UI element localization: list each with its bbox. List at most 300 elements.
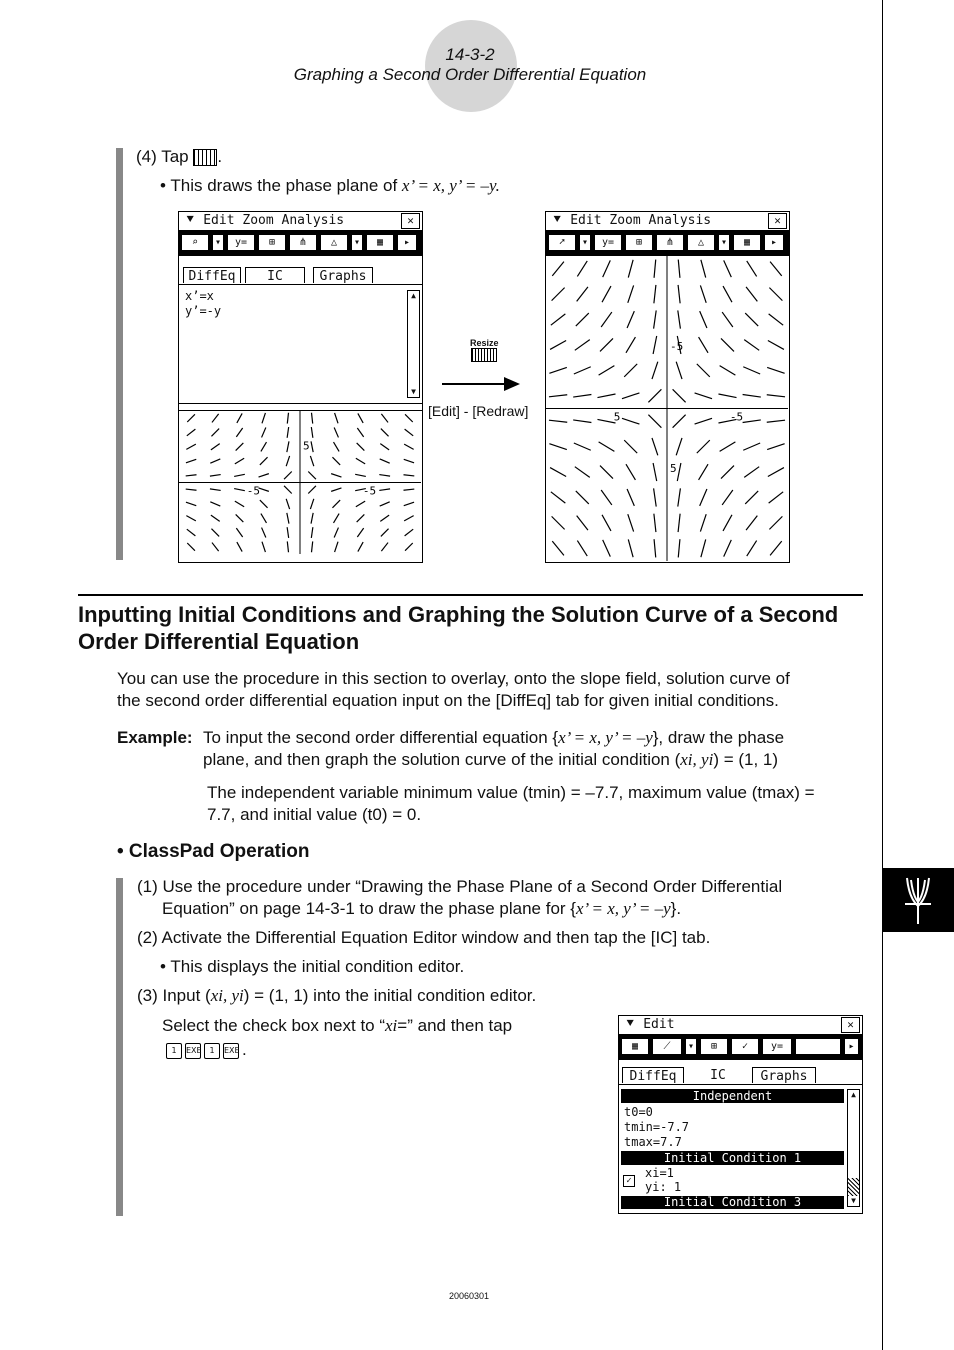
slope-segment: [628, 539, 633, 557]
slope-segment: [648, 415, 661, 428]
menu-zoom[interactable]: Zoom: [242, 213, 274, 228]
slope-segment: [380, 444, 389, 450]
slope-segment: [262, 542, 265, 552]
toolbar: [179, 231, 422, 256]
slope-segment: [627, 311, 634, 328]
slope-segment: [652, 438, 658, 455]
slope-segment: [259, 474, 269, 477]
yx-icon-3[interactable]: y=: [762, 1038, 792, 1055]
slope-segment: [654, 539, 656, 557]
tab-row-3: [619, 1066, 862, 1085]
slope-segment: [576, 491, 589, 504]
slope-segment: [678, 488, 681, 506]
slope-segment: [236, 443, 244, 451]
slope-segment: [262, 413, 265, 423]
slope-segment: [653, 336, 657, 354]
resize-icon[interactable]: ⊞: [258, 234, 286, 251]
slope-segment: [678, 514, 680, 532]
slope-segment: [211, 429, 219, 437]
example-line1-a: To input the second order differential equation {: [203, 728, 559, 747]
slope-segment: [701, 260, 706, 278]
close-icon[interactable]: ✕: [401, 213, 420, 229]
slope-segment: [262, 528, 266, 538]
slope-segment: [260, 457, 268, 465]
slope-segment: [574, 443, 591, 450]
cp-step3-sub-b: =” and then tap: [397, 1016, 513, 1035]
slope-segment: [627, 489, 634, 506]
slope-segment: [405, 543, 413, 551]
slope-segment: [743, 443, 760, 450]
slope-segment: [721, 466, 734, 479]
slope-segment: [744, 467, 759, 478]
close-icon-2[interactable]: ✕: [768, 213, 787, 229]
slope-segment: [210, 459, 220, 463]
step4-label: (4) Tap: [136, 147, 189, 166]
slope-segment: [236, 528, 242, 537]
scroll-right-icon-2[interactable]: ▸: [764, 234, 784, 251]
example-line1: [203, 727, 784, 749]
slope-segment: [767, 367, 784, 373]
slope-segment: [628, 260, 633, 278]
slope-segment: [722, 312, 733, 327]
menu-analysis[interactable]: Analysis: [281, 213, 345, 228]
slope-segment: [577, 287, 588, 302]
yx-icon[interactable]: y=: [227, 234, 255, 251]
key-1[interactable]: 1: [166, 1043, 182, 1059]
slope-segment: [678, 539, 680, 557]
pointer-tool-icon[interactable]: ⌕: [181, 234, 209, 251]
equation-list: [185, 289, 221, 319]
slope-segment: [186, 459, 196, 462]
slope-segment: [700, 489, 707, 506]
slope-segment: [552, 262, 564, 276]
slope-segment: [743, 367, 760, 374]
slope-segment: [654, 310, 657, 328]
slope-segment: [186, 502, 196, 505]
phase-icon[interactable]: △: [320, 234, 348, 251]
slope-segment: [551, 314, 566, 325]
slope-segment: [381, 543, 388, 552]
resize-icon-small: [471, 348, 497, 362]
slope-segment: [626, 337, 635, 353]
slope-segment: [603, 540, 611, 557]
slope-segment: [187, 429, 196, 436]
slope-segment: [404, 502, 414, 505]
scrollbar[interactable]: ▲ ▼: [407, 290, 420, 398]
slope-segment: [404, 459, 414, 462]
slope-segment: [770, 262, 782, 276]
slope-segment: [769, 516, 782, 529]
slope-segment: [744, 340, 759, 351]
slope-segment: [673, 415, 686, 428]
slope-segment: [654, 488, 657, 506]
slope-segment: [654, 285, 656, 303]
grid-icon[interactable]: ▦: [366, 234, 394, 251]
slope-segment: [743, 394, 761, 397]
slope-segment: [381, 429, 389, 437]
slope-segment: [210, 475, 221, 477]
key-exe[interactable]: EXE: [185, 1043, 201, 1059]
slope-segment: [549, 367, 566, 373]
slope-segment: [628, 285, 634, 302]
example-line1-b: }, draw the phase: [652, 728, 785, 747]
slope-segment: [746, 287, 757, 302]
ic-list: [619, 1085, 862, 1209]
slope-segment: [673, 389, 686, 402]
slope-segment: [211, 444, 220, 450]
example-line2: [203, 749, 778, 771]
equation-y[interactable]: y’=-y: [185, 304, 222, 318]
pointer-icon[interactable]: ➚: [548, 234, 576, 251]
slope-segment: [767, 420, 785, 422]
slope-segment: [287, 413, 288, 424]
slope-segment: [701, 539, 706, 557]
slope-segment: [332, 457, 340, 465]
yx-icon-2[interactable]: y=: [594, 234, 622, 251]
slope-segment: [187, 529, 196, 536]
slope-segment: [769, 492, 784, 503]
slope-segment: [722, 490, 733, 505]
menu-bar-2: [546, 212, 789, 231]
axis-tick-label: -5: [670, 340, 684, 354]
grid-icon-2[interactable]: ▦: [733, 234, 761, 251]
slope-segment: [186, 489, 197, 490]
slope-segment: [721, 338, 734, 351]
slope-segment: [308, 486, 316, 494]
slope-segment: [403, 475, 414, 476]
slope-segment: [724, 540, 732, 557]
step4-bullet-math: x’ = x, y’ = –y.: [401, 176, 500, 195]
menu-icon-2[interactable]: ⯆: [552, 213, 563, 228]
slope-segment: [577, 261, 587, 277]
slope-segment: [699, 337, 708, 353]
slope-segment: [746, 516, 757, 531]
tab-diffeq-3[interactable]: DiffEq: [622, 1067, 684, 1083]
dropdown-icon-4[interactable]: ▾: [718, 234, 730, 251]
slope-segment: [575, 340, 590, 351]
slope-segment: [186, 516, 196, 521]
page-number: 14-3-2: [445, 45, 495, 64]
graph-icon[interactable]: [193, 149, 217, 166]
menu-icon-3[interactable]: ⯆: [625, 1017, 636, 1032]
slope-segment: [210, 489, 221, 491]
axis-tick-label: -5: [729, 410, 744, 424]
axis-tick-label: -5: [362, 484, 377, 498]
cp-step1-line1: (1) Use the procedure under “Drawing the Phase Plane of a Second Order Differential: [137, 877, 783, 896]
dropdown-icon-2[interactable]: ▾: [351, 234, 363, 251]
chapter-icon: [883, 868, 954, 932]
slope-segment: [622, 393, 639, 399]
slope-segment: [308, 472, 316, 480]
slope-segment: [676, 362, 682, 379]
slope-segment: [381, 414, 388, 423]
resize-icon-3[interactable]: ⊞: [700, 1038, 728, 1055]
slope-segment: [628, 514, 634, 531]
slope-segment: [235, 458, 244, 464]
slope-segment: [603, 260, 611, 277]
slope-segment: [334, 442, 340, 451]
resize-icon-2[interactable]: ⊞: [625, 234, 653, 251]
cp-step3-sub-a: Select the check box next to “: [162, 1016, 386, 1035]
slope-segment: [311, 441, 313, 452]
slope-field-large: [546, 256, 788, 561]
section-independent: Independent: [621, 1089, 844, 1103]
cp-step1-line2-b: }.: [670, 899, 682, 918]
slope-segment: [259, 488, 269, 491]
scroll-right-icon[interactable]: ▸: [397, 234, 417, 251]
intro-line1: You can use the procedure in this section to overlay, onto the slope field, solution curve of: [117, 669, 790, 688]
slope-segment: [310, 499, 313, 509]
slope-segment: [622, 418, 639, 424]
slope-segment: [550, 340, 566, 349]
slope-segment: [601, 312, 612, 327]
screen-phase-full: [545, 211, 790, 563]
cp-step2: (2) Activate the Differential Equation Editor window and then tap the [IC] tab.: [137, 928, 711, 947]
section-ic1: Initial Condition 1: [621, 1151, 844, 1165]
page-header-title: Graphing a Second Order Differential Equation: [293, 65, 647, 84]
cp-step3-sub-math: xi: [385, 1016, 398, 1035]
tab-diffeq[interactable]: DiffEq: [183, 267, 241, 283]
slope-segment: [331, 474, 341, 477]
slope-segment: [358, 542, 363, 552]
tab-graphs-3[interactable]: Graphs: [752, 1067, 816, 1083]
checkbox-xi[interactable]: ✓: [623, 1175, 635, 1187]
slope-segment: [335, 413, 338, 423]
section-heading-line1: Inputting Initial Conditions and Graphing the Solution Curve of a Second: [78, 602, 839, 627]
slope-segment: [720, 442, 736, 451]
menu-edit-2[interactable]: Edit: [570, 213, 602, 228]
step4-text: (4) Tap .: [136, 147, 223, 166]
slope-segment: [380, 459, 390, 463]
slope-segment: [358, 413, 363, 423]
slope-segment: [678, 260, 680, 278]
slope-segment: [186, 475, 197, 476]
step-bar: [116, 148, 123, 560]
scroll-right-icon-3[interactable]: ▸: [844, 1038, 859, 1055]
menu-edit-3[interactable]: Edit: [643, 1017, 675, 1032]
slope-segment: [723, 286, 732, 302]
slope-segment: [212, 543, 219, 552]
tmin-value[interactable]: tmin=-7.7: [624, 1120, 690, 1134]
slope-segment: [723, 515, 732, 531]
input-box[interactable]: [795, 1038, 841, 1055]
slope-segment: [573, 394, 591, 397]
slope-segment: [211, 515, 220, 521]
check-tool-icon[interactable]: ✓: [731, 1038, 759, 1055]
classpad-bar: [116, 878, 123, 1216]
slope-segment: [357, 443, 365, 451]
slope-segment: [552, 541, 564, 555]
slope-segment: [287, 527, 289, 538]
menu-icon[interactable]: ⯆: [185, 213, 196, 228]
cp-step3: [137, 985, 536, 1007]
slope-segment: [286, 456, 289, 466]
phase-icon-2[interactable]: △: [687, 234, 715, 251]
yi-value[interactable]: yi: 1: [645, 1180, 682, 1194]
dropdown-icon-5[interactable]: ▾: [685, 1038, 697, 1055]
resize-label: Resize: [470, 338, 499, 348]
slope-segment: [695, 418, 712, 424]
toolbar-3: [619, 1035, 862, 1060]
slope-segment: [745, 313, 758, 326]
slope-segment: [602, 286, 611, 302]
slope-segment: [311, 513, 313, 524]
example-label: Example:: [117, 728, 193, 747]
equation-x[interactable]: x’=x: [185, 289, 214, 303]
slope-segment: [235, 501, 244, 507]
slope-segment: [697, 364, 710, 377]
slope-segment: [700, 514, 706, 531]
slope-segment: [261, 442, 267, 451]
slope-segment: [379, 489, 390, 491]
scrollbar-3[interactable]: ▲ ▼: [847, 1089, 860, 1207]
example-line4: 7.7, and initial value (t0) = 0.: [207, 805, 422, 824]
slope-segment: [381, 529, 389, 537]
menu-analysis-2[interactable]: Analysis: [648, 213, 712, 228]
dropdown-icon[interactable]: ▾: [212, 234, 224, 251]
slope-segment: [187, 414, 195, 422]
redraw-caption: [Edit] - [Redraw]: [428, 403, 529, 419]
key-1-b[interactable]: 1: [204, 1043, 220, 1059]
slope-segment: [575, 467, 590, 478]
slope-segment: [770, 541, 782, 555]
slope-segment: [747, 261, 757, 277]
slope-segment: [552, 516, 565, 529]
slope-segment: [284, 486, 292, 494]
axis-tick-label: 5: [613, 410, 621, 424]
slope-segment: [404, 444, 414, 449]
xi-value[interactable]: xi=1: [645, 1166, 674, 1180]
arrow-icon: [440, 376, 522, 392]
slope-icon[interactable]: ⋔: [289, 234, 317, 251]
slope-segment: [626, 464, 635, 480]
slope-segment: [648, 389, 661, 402]
intro-line2: the second order differential equation input on the [DiffEq] tab for given initial conditions.: [117, 691, 779, 710]
cp-step1-line2-math: x’ = x, y’ = –y: [575, 899, 671, 918]
slope-segment: [262, 427, 266, 437]
menu-bar-3: [619, 1016, 862, 1035]
slope-segment: [767, 444, 784, 450]
slope-segment: [236, 514, 244, 522]
cp-step1-line2-a: Equation” on page 14-3-1 to draw the phase plane for {: [162, 899, 576, 918]
slope-segment: [550, 468, 566, 477]
classpad-heading: • ClassPad Operation: [117, 841, 310, 862]
slope-segment: [234, 489, 245, 491]
section-ic3: Initial Condition 3: [621, 1196, 844, 1209]
slope-segment: [311, 413, 312, 424]
slope-segment: [654, 260, 656, 278]
slope-segment: [769, 288, 782, 301]
slope-segment: [334, 528, 338, 538]
slope-segment: [187, 543, 195, 551]
key-exe-b[interactable]: EXE: [223, 1043, 239, 1059]
cp-step3-a: (3) Input (: [137, 986, 211, 1005]
editor-area: [179, 285, 422, 404]
slope-segment: [718, 394, 736, 398]
slope-segment: [380, 515, 389, 521]
slope-segment: [653, 463, 657, 481]
menu-zoom-2[interactable]: Zoom: [609, 213, 641, 228]
slope-segment: [602, 515, 611, 531]
toolbar-2: [546, 231, 789, 256]
slope-segment: [210, 502, 220, 506]
slope-segment: [357, 428, 363, 437]
slope-segment: [599, 366, 615, 375]
slope-segment: [678, 310, 681, 328]
slope-segment: [700, 285, 706, 302]
dropdown-icon-3[interactable]: ▾: [579, 234, 591, 251]
cp-step3-b: ) = (1, 1) into the initial condition editor.: [243, 986, 537, 1005]
example-line1-math: x’ = x, y’ = –y: [558, 728, 653, 747]
close-icon-3[interactable]: ✕: [841, 1017, 860, 1033]
chapter-tab: [883, 868, 954, 932]
slope-segment: [573, 420, 591, 423]
slope-segment: [405, 414, 413, 422]
slope-segment: [287, 441, 289, 452]
slope-segment: [624, 364, 637, 377]
slope-segment: [284, 472, 292, 480]
slope-segment: [549, 444, 566, 450]
slope-segment: [654, 514, 656, 532]
slope-segment: [403, 489, 414, 490]
slope-field-small: [179, 411, 421, 554]
line-tool-icon[interactable]: ⟋: [652, 1038, 682, 1055]
slope-segment: [287, 513, 289, 524]
menu-edit[interactable]: Edit: [203, 213, 235, 228]
slope-segment: [600, 338, 613, 351]
slope-segment: [287, 541, 288, 552]
slope-segment: [747, 541, 757, 557]
slope-segment: [769, 314, 784, 325]
cp-step1-line2: [162, 898, 681, 920]
slope-segment: [597, 394, 615, 398]
graph-tool-icon[interactable]: ▦: [621, 1038, 649, 1055]
tab-ic[interactable]: IC: [245, 267, 305, 283]
tmax-value[interactable]: tmax=7.7: [624, 1135, 682, 1149]
section-heading-line2: Order Differential Equation: [78, 629, 360, 654]
slope-segment: [743, 420, 761, 423]
axis-tick-label: 5: [303, 439, 310, 453]
tab-ic-3[interactable]: IC: [710, 1068, 726, 1083]
slope-segment: [599, 442, 615, 451]
cp-step2-bullet: • This displays the initial condition editor.: [160, 957, 465, 976]
step4-bullet-text: • This draws the phase plane of: [160, 176, 402, 195]
example-line2-a: plane, and then graph the solution curve of the initial condition (: [203, 750, 681, 769]
slope-segment: [678, 285, 680, 303]
slope-segment: [549, 395, 567, 397]
slope-icon-2[interactable]: ⋔: [656, 234, 684, 251]
tab-graphs[interactable]: Graphs: [313, 267, 373, 283]
right-margin-rule: [882, 0, 883, 1350]
slope-segment: [768, 340, 784, 349]
slope-segment: [577, 541, 587, 557]
slope-segment: [695, 393, 712, 399]
t0-value[interactable]: t0=0: [624, 1105, 653, 1119]
slope-segment: [237, 542, 242, 552]
axis-tick-label: 5: [670, 462, 677, 476]
slope-segment: [551, 492, 566, 503]
slope-segment: [768, 468, 784, 477]
slope-segment: [334, 514, 340, 523]
slope-segment: [260, 500, 268, 508]
slope-segment: [379, 475, 390, 477]
slope-segment: [335, 542, 338, 552]
slope-segment: [212, 414, 219, 423]
slope-segment: [404, 516, 414, 521]
slope-segment: [405, 429, 414, 436]
slope-segment: [211, 529, 219, 537]
slope-segment: [577, 516, 588, 531]
